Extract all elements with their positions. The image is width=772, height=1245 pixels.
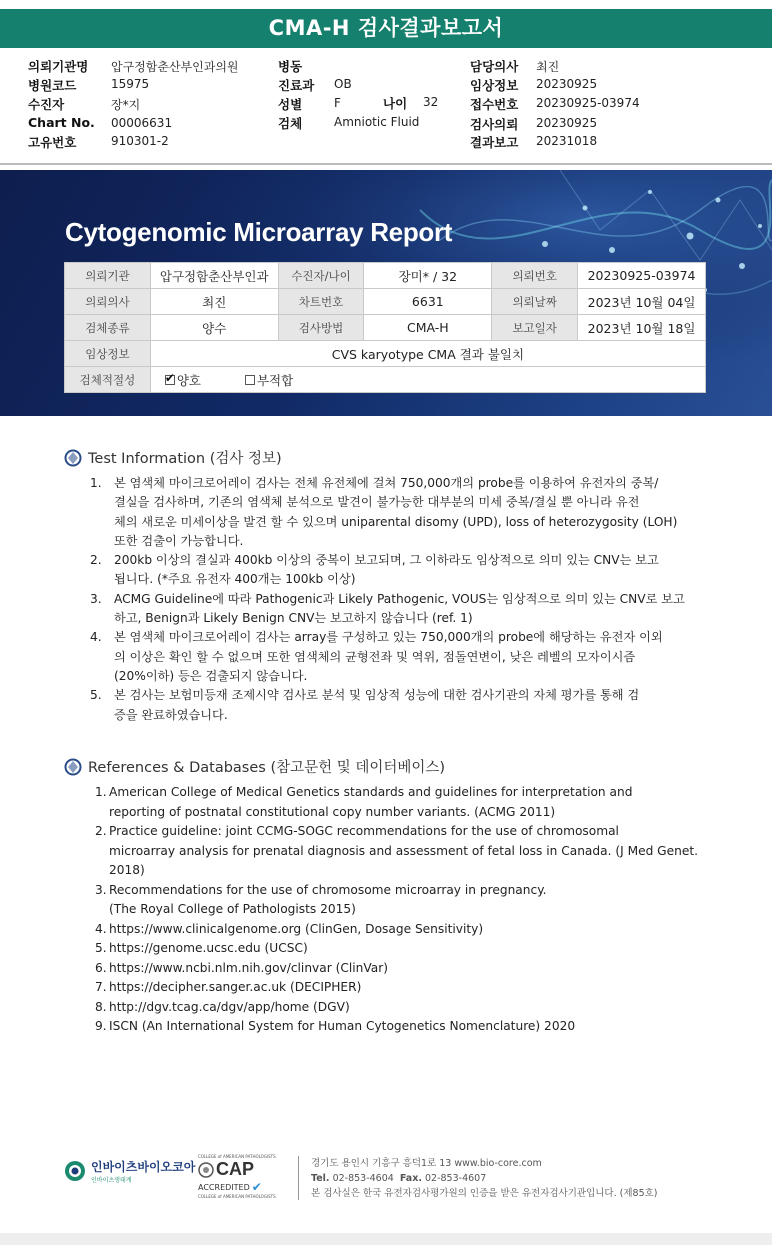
cap-top-text: COLLEGE of AMERICAN PATHOLOGISTS [198, 1154, 276, 1159]
test-info-item [90, 474, 730, 551]
header-label: 담당의사 [470, 59, 519, 74]
company-logo [64, 1158, 195, 1184]
header-value: 압구정함춘산부인과의원 [111, 60, 239, 74]
header-label: Chart No. [28, 115, 95, 130]
info-label: 의뢰의사 [65, 289, 151, 315]
inadequate-checkbox[interactable] [245, 375, 255, 385]
info-label: 차트번호 [278, 289, 364, 315]
info-value: 장미* / 32 [364, 263, 492, 289]
list-number: 5. [90, 688, 102, 703]
header-label: 결과보고 [470, 135, 519, 150]
test-info-list [90, 474, 730, 725]
info-value: 최진 [150, 289, 278, 315]
list-line: 또한 검출이 가능합니다. [114, 533, 244, 548]
info-row [65, 315, 706, 341]
list-line: microarray analysis for prenatal diagnosis and assessment of fetal loss in Canada. (J Med Genet. 2018) [109, 843, 699, 877]
header-value: 장*지 [111, 98, 141, 112]
reference-item [95, 783, 735, 822]
list-line: 본 염색체 마이크로어레이 검사는 array를 구성하고 있는 750,000개의 probe에 해당하는 유전자 이외 [114, 630, 663, 645]
list-number: 3. [95, 882, 107, 897]
list-line: (20%이하) 등은 검출되지 않습니다. [114, 668, 308, 683]
cap-word: CAP [216, 1159, 255, 1179]
header-value: 20230925 [536, 116, 598, 130]
references-heading-text: References & Databases (참고문헌 및 데이터베이스) [88, 760, 446, 776]
header-value: 00006631 [111, 116, 173, 130]
list-line: 증을 완료하였습니다. [114, 707, 228, 722]
list-line: https://www.clinicalgenome.org (ClinGen, Dosage Sensitivity) [109, 921, 484, 936]
company-logo-icon [64, 1160, 86, 1182]
header-value: 최진 [536, 60, 560, 74]
reference-item [95, 920, 735, 940]
list-line: American College of Medical Genetics standards and guidelines for interpretation and [109, 785, 633, 799]
header-value: OB [334, 77, 352, 91]
reference-item [95, 881, 735, 920]
list-line: 됩니다. (*주요 유전자 400개는 100kb 이상) [114, 572, 356, 587]
info-value: 양수 [150, 315, 278, 341]
reference-item [95, 1017, 735, 1037]
reference-item [95, 978, 735, 998]
list-number: 2. [95, 824, 107, 838]
info-value: 압구정함춘산부인과 [150, 263, 278, 289]
info-label: 의뢰번호 [492, 263, 578, 289]
specimen-adequacy-value [150, 367, 705, 393]
info-label: 검사방법 [278, 315, 364, 341]
info-row [65, 263, 706, 289]
bottom-strip [0, 1233, 772, 1245]
header-label: 수진자 [28, 97, 65, 112]
list-number: 8. [95, 999, 107, 1014]
info-label: 검체종류 [65, 315, 151, 341]
test-info-item [90, 686, 730, 725]
header-value: 910301-2 [111, 134, 169, 148]
list-line: 의 이상은 확인 할 수 없으며 또한 염색체의 균형전좌 및 역위, 점돌연변이, 낮은 레벨의 모자이시즘 [114, 649, 636, 664]
header-label: 검사의뢰 [470, 117, 519, 132]
list-number: 5. [95, 941, 107, 955]
header-value: 15975 [111, 77, 150, 91]
header-label: 병동 [278, 59, 303, 74]
list-line: Practice guideline: joint CCMG-SOGC recommendations for the use of chromosomal [109, 824, 619, 838]
company-sub: 인바이츠생태계 [91, 1177, 132, 1184]
header-label: 진료과 [278, 78, 315, 93]
header-label: 임상정보 [470, 78, 519, 93]
header-value: F [334, 96, 341, 110]
cap-bottom-text: COLLEGE of AMERICAN PATHOLOGISTS [198, 1194, 276, 1199]
list-line: 200kb 이상의 결실과 400kb 이상의 중복이 보고되며, 그 이하라도 임상적으로 의미 있는 CNV는 보고 [114, 553, 659, 568]
list-line: 체의 새로운 미세이상을 발견 할 수 있으며 uniparental disomy (UPD), loss of heterozygosity (LOH) [114, 514, 678, 529]
header-value: 20231018 [536, 134, 598, 148]
header-label: 검체 [278, 116, 303, 131]
report-title: CMA-H 검사결과보고서 [0, 9, 772, 48]
reference-item [95, 822, 735, 881]
header-info [0, 55, 772, 165]
contact-line [311, 1171, 658, 1186]
info-label: 수진자/나이 [278, 263, 364, 289]
list-number: 1. [90, 476, 102, 490]
list-number: 7. [95, 980, 107, 994]
references-heading [64, 756, 445, 777]
age-label: 나이 [383, 96, 408, 111]
clinical-info-value: CVS karyotype CMA 결과 불일치 [150, 341, 705, 367]
list-line: ISCN (An International System for Human Cytogenetics Nomenclature) 2020 [109, 1019, 576, 1033]
list-line: http://dgv.tcag.ca/dgv/app/home (DGV) [109, 999, 350, 1014]
footer-address [311, 1156, 658, 1201]
header-value: 20230925 [536, 77, 598, 91]
list-line: Recommendations for the use of chromosome microarray in pregnancy. [109, 882, 547, 897]
info-value: 2023년 10월 04일 [578, 289, 706, 315]
list-line: https://genome.ucsc.edu (UCSC) [109, 941, 308, 955]
fax-label: Fax. [399, 1173, 422, 1184]
list-line: reporting of postnatal constitutional copy number variants. (ACMG 2011) [109, 804, 556, 819]
reference-item [95, 939, 735, 959]
list-line: (The Royal College of Pathologists 2015) [109, 902, 356, 916]
patient-info-table [64, 262, 706, 393]
list-number: 1. [95, 785, 107, 799]
list-number: 4. [95, 921, 107, 936]
list-line: 하고, Benign과 Likely Benign CNV는 보고하지 않습니다 (ref. 1) [114, 611, 473, 626]
header-label: 성별 [278, 97, 303, 112]
section-bullet-icon [64, 449, 82, 467]
cap-accredited-logo [198, 1154, 280, 1199]
list-number: 4. [90, 630, 102, 645]
info-value: 20230925-03974 [578, 263, 706, 289]
accreditation-line: 본 검사실은 한국 유전자검사평가원의 인증을 받은 유전자검사기관입니다. (제85호) [311, 1188, 658, 1199]
test-info-item [90, 590, 730, 629]
test-info-item [90, 551, 730, 590]
info-label: 의뢰날짜 [492, 289, 578, 315]
list-number: 9. [95, 1019, 107, 1033]
header-label: 병원코드 [28, 78, 77, 93]
tel-value: 02-853-4604 [332, 1173, 394, 1184]
list-number: 6. [95, 960, 107, 975]
inadequate-label: 부적합 [256, 372, 294, 388]
address-line: 경기도 용인시 기흥구 흥덕1로 13 www.bio-core.com [311, 1158, 542, 1169]
info-row [65, 289, 706, 315]
header-value: Amniotic Fluid [334, 115, 420, 129]
info-value: 6631 [364, 289, 492, 315]
header-label: 의뢰기관명 [28, 59, 89, 74]
list-line: https://decipher.sanger.ac.uk (DECIPHER) [109, 980, 362, 994]
list-number: 2. [90, 553, 102, 568]
adequate-checkbox[interactable] [165, 375, 175, 385]
tel-label: Tel. [311, 1173, 330, 1184]
section-bullet-icon [64, 758, 82, 776]
footer-divider [298, 1156, 299, 1200]
age-value: 32 [423, 95, 439, 109]
list-line: 결실을 검사하며, 기존의 염색체 분석으로 발견이 불가능한 대부분의 미세 중복/결실 뿐 아니라 유전 [114, 495, 640, 510]
header-label: 고유번호 [28, 135, 77, 150]
list-line: 본 검사는 보험미등재 조제시약 검사로 분석 및 임상적 성능에 대한 검사기관의 자체 평가를 통해 검 [114, 688, 640, 703]
info-value: 2023년 10월 18일 [578, 315, 706, 341]
list-line: 본 염색체 마이크로어레이 검사는 전체 유전체에 걸쳐 750,000개의 probe를 이용하여 유전자의 중복/ [114, 476, 659, 490]
clinical-info-label: 임상정보 [65, 341, 151, 367]
info-label: 보고일자 [492, 315, 578, 341]
cap-accredited: ACCREDITED [198, 1182, 250, 1192]
cap-seal-icon [198, 1162, 214, 1178]
list-number: 3. [90, 591, 102, 606]
fax-value: 02-853-4607 [425, 1173, 487, 1184]
reference-item [95, 998, 735, 1018]
info-label: 의뢰기관 [65, 263, 151, 289]
adequate-label: 양호 [176, 372, 201, 388]
reference-item [95, 959, 735, 979]
test-info-heading-text: Test Information (검사 정보) [88, 451, 282, 467]
test-info-heading [64, 447, 282, 468]
header-divider [0, 163, 772, 165]
company-name: 인바이츠바이오코아 [91, 1160, 196, 1174]
test-info-item [90, 628, 730, 686]
header-value: 20230925-03974 [536, 96, 640, 110]
references-list [95, 783, 735, 1037]
list-line: https://www.ncbi.nlm.nih.gov/clinvar (ClinVar) [109, 960, 388, 975]
banner-title: Cytogenomic Microarray Report [65, 217, 453, 247]
specimen-adequacy-label: 검체적절성 [65, 367, 151, 393]
header-label: 접수번호 [470, 97, 519, 112]
checkmark-icon: ✔ [251, 1180, 262, 1194]
report-banner [0, 170, 772, 416]
list-line: ACMG Guideline에 따라 Pathogenic과 Likely Pathogenic, VOUS는 임상적으로 의미 있는 CNV로 보고 [114, 591, 685, 606]
footer [64, 1148, 724, 1208]
info-value: CMA-H [364, 315, 492, 341]
